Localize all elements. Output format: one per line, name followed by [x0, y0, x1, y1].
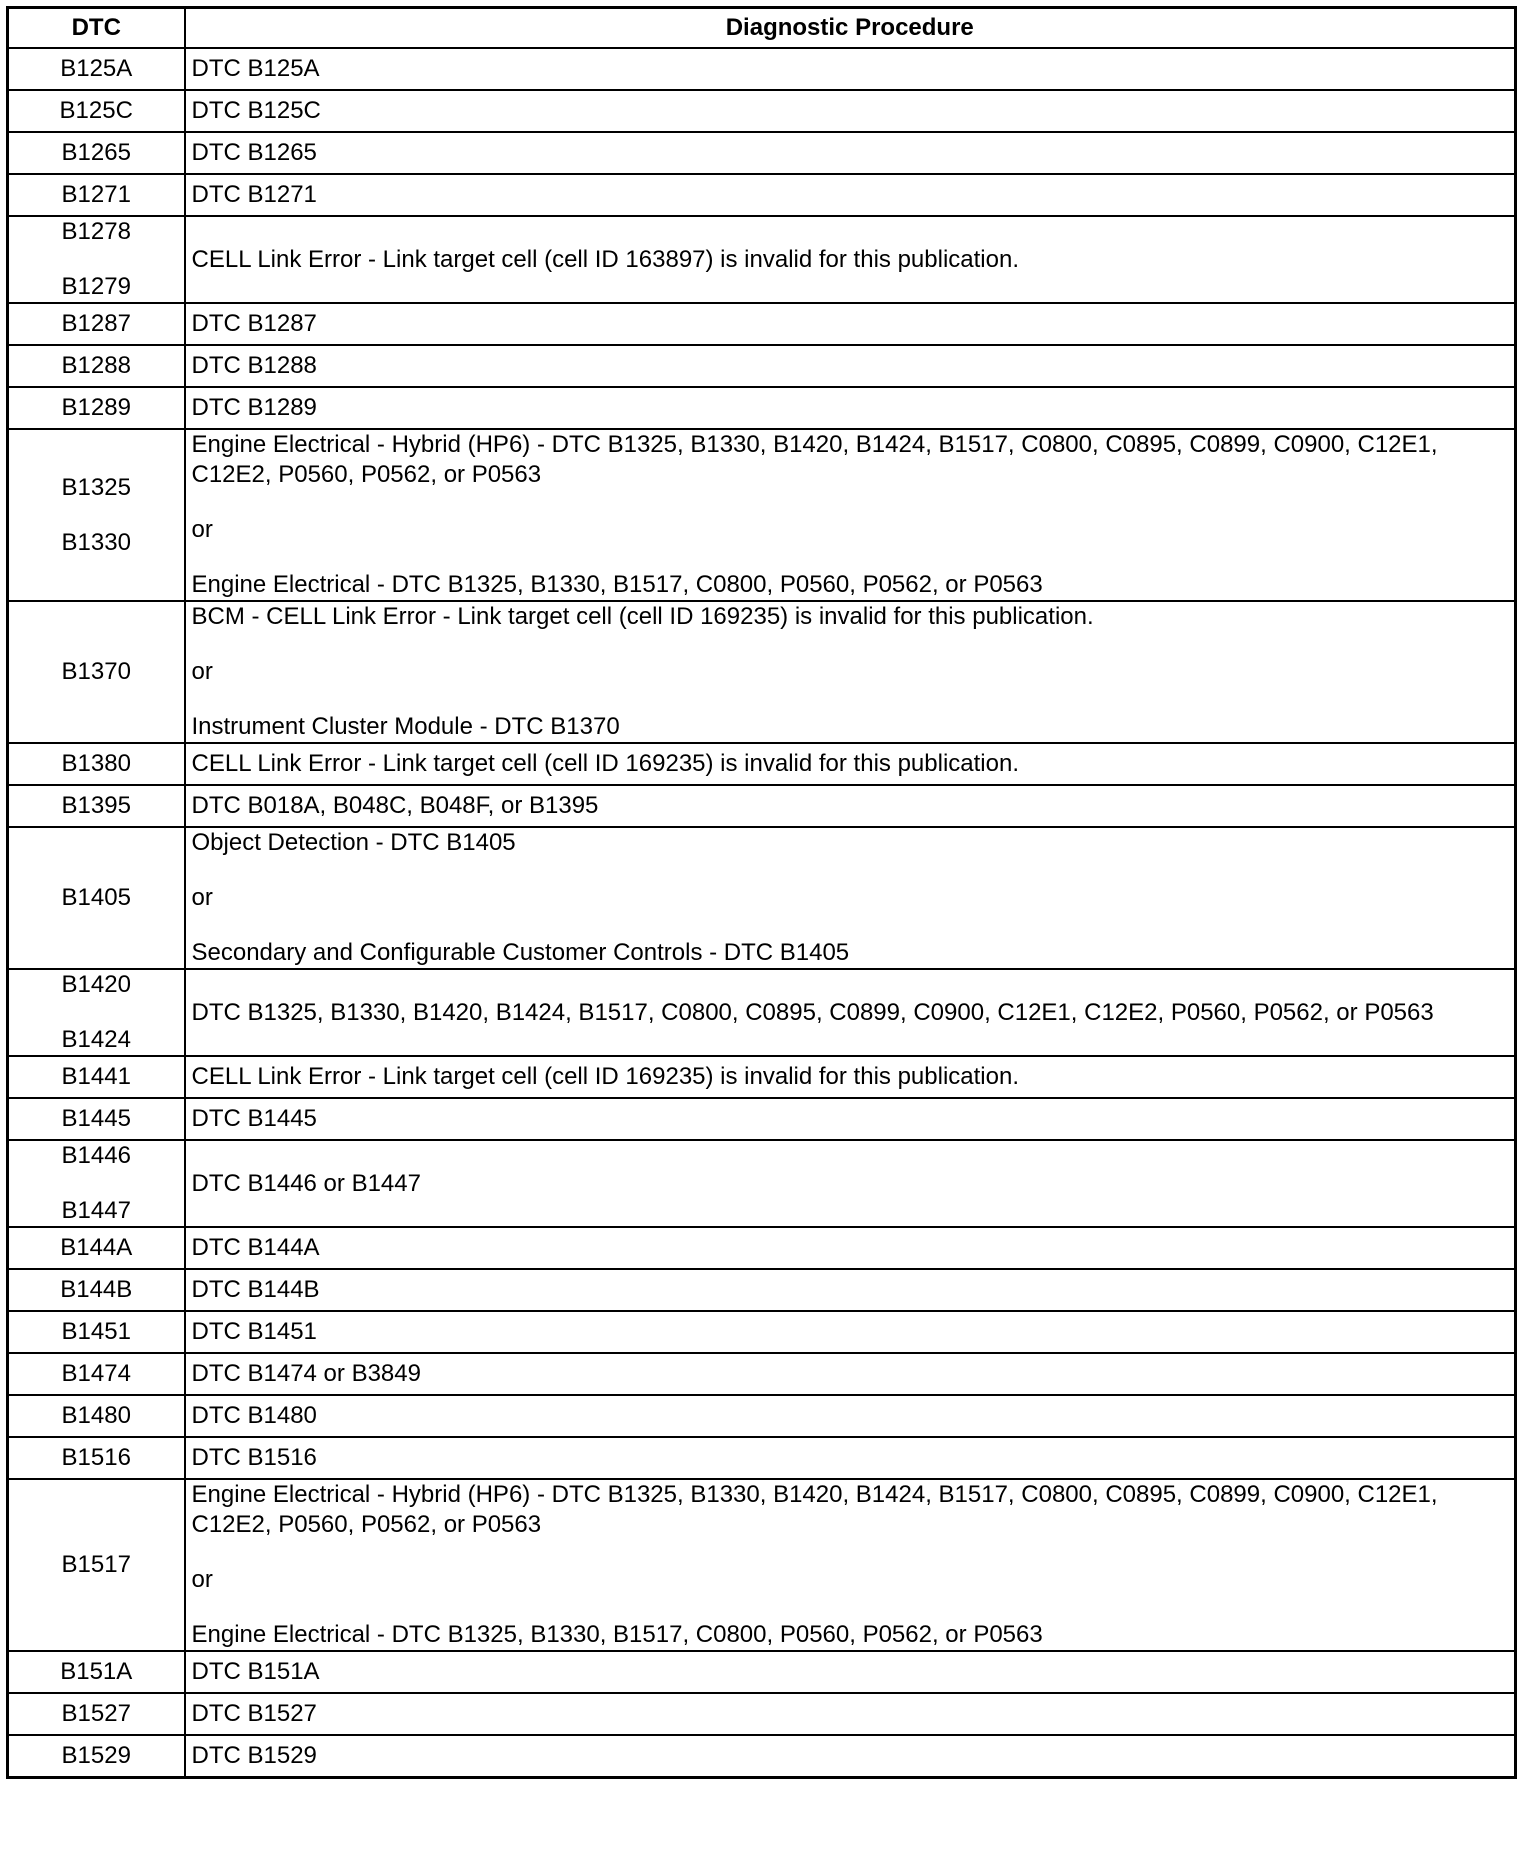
- dtc-code: B1447: [61, 1197, 131, 1224]
- dtc-code: B1279: [61, 273, 131, 300]
- dtc-code: B1288: [61, 352, 131, 379]
- dtc-cell: [8, 1056, 185, 1098]
- dtc-cell: [8, 1140, 185, 1227]
- table-header-row: [8, 8, 1516, 49]
- dtc-cell: [8, 1693, 185, 1735]
- procedure-cell: [185, 1227, 1516, 1269]
- procedure-text: DTC B144B: [191, 1276, 320, 1303]
- dtc-table: [6, 6, 1517, 1779]
- dtc-cell: [8, 785, 185, 827]
- procedure-cell: [185, 303, 1516, 345]
- procedure-cell: [185, 429, 1516, 601]
- table-row: [8, 1437, 1516, 1479]
- procedure-text: DTC B144A: [191, 1234, 320, 1261]
- procedure-cell: [185, 785, 1516, 827]
- dtc-code: B144B: [60, 1276, 133, 1303]
- table-row: [8, 1140, 1516, 1227]
- table-row: [8, 429, 1516, 601]
- table-row: [8, 132, 1516, 174]
- dtc-cell: [8, 1311, 185, 1353]
- procedure-text: DTC B151A: [191, 1658, 320, 1685]
- dtc-cell: [8, 132, 185, 174]
- procedure-text: DTC B125C: [191, 97, 321, 124]
- dtc-code: B125C: [59, 97, 133, 124]
- table-row: [8, 969, 1516, 1056]
- procedure-cell: [185, 969, 1516, 1056]
- table-row: [8, 90, 1516, 132]
- procedure-text: Engine Electrical - DTC B1325, B1330, B1517, C0800, P0560, P0562, or P0563: [191, 571, 1043, 598]
- dtc-code: B1325: [61, 473, 131, 501]
- dtc-code: B1370: [61, 658, 131, 685]
- dtc-code: B1395: [61, 792, 131, 819]
- table-row: [8, 1227, 1516, 1269]
- dtc-code: B1289: [61, 394, 131, 421]
- procedure-text: DTC B1451: [191, 1318, 317, 1345]
- procedure-cell: [185, 1735, 1516, 1778]
- table-row: [8, 601, 1516, 743]
- table-row: [8, 1098, 1516, 1140]
- dtc-cell: [8, 90, 185, 132]
- procedure-cell: [185, 1395, 1516, 1437]
- procedure-cell: [185, 1353, 1516, 1395]
- procedure-text: DTC B1287: [191, 310, 317, 337]
- column-header-dtc: DTC: [8, 8, 185, 49]
- procedure-text: DTC B1516: [191, 1444, 317, 1471]
- dtc-cell: [8, 1651, 185, 1693]
- column-header-procedure: Diagnostic Procedure: [185, 8, 1516, 49]
- procedure-text: DTC B1289: [191, 394, 317, 421]
- procedure-cell: [185, 1693, 1516, 1735]
- procedure-text: DTC B1445: [191, 1105, 317, 1132]
- dtc-cell: [8, 1227, 185, 1269]
- table-row: [8, 1353, 1516, 1395]
- dtc-code: B1446: [61, 1142, 131, 1169]
- dtc-code: B1420: [61, 971, 131, 998]
- procedure-text: DTC B1527: [191, 1700, 317, 1727]
- procedure-text: or: [191, 884, 213, 911]
- table-row: [8, 1693, 1516, 1735]
- procedure-text: DTC B018A, B048C, B048F, or B1395: [191, 792, 599, 819]
- dtc-cell: [8, 827, 185, 969]
- procedure-cell: [185, 1140, 1516, 1227]
- table-row: [8, 303, 1516, 345]
- procedure-cell: [185, 174, 1516, 216]
- procedure-text: BCM - CELL Link Error - Link target cell (cell ID 169235) is invalid for this publication.: [191, 603, 1094, 630]
- procedure-cell: [185, 827, 1516, 969]
- procedure-text: or: [191, 1566, 213, 1593]
- table-row: [8, 48, 1516, 90]
- dtc-code: B1527: [61, 1700, 131, 1727]
- procedure-text: Engine Electrical - Hybrid (HP6) - DTC B1325, B1330, B1420, B1424, B1517, C0800, C0895, C0899, C0900, C12E1, C12E2, P0560, P0562, or P0563: [191, 431, 1438, 488]
- table-body: [8, 48, 1516, 1778]
- table-row: [8, 827, 1516, 969]
- dtc-code: B1271: [61, 181, 131, 208]
- dtc-code: B1287: [61, 310, 131, 337]
- procedure-cell: [185, 1479, 1516, 1651]
- table-row: [8, 387, 1516, 429]
- dtc-cell: [8, 345, 185, 387]
- procedure-text: DTC B1325, B1330, B1420, B1424, B1517, C0800, C0895, C0899, C0900, C12E1, C12E2, P0560, P0562, or P0563: [191, 998, 1434, 1026]
- table-row: [8, 1311, 1516, 1353]
- dtc-cell: [8, 429, 185, 601]
- dtc-cell: [8, 1437, 185, 1479]
- procedure-text: DTC B1288: [191, 352, 317, 379]
- dtc-cell: [8, 1098, 185, 1140]
- procedure-text: DTC B1480: [191, 1402, 317, 1429]
- dtc-code: B151A: [60, 1658, 133, 1685]
- dtc-cell: [8, 174, 185, 216]
- dtc-code: B1517: [61, 1551, 131, 1578]
- procedure-text: DTC B1529: [191, 1742, 317, 1769]
- dtc-code: B1380: [61, 750, 131, 777]
- dtc-code: B1516: [61, 1444, 131, 1471]
- procedure-cell: [185, 1098, 1516, 1140]
- dtc-cell: [8, 387, 185, 429]
- dtc-code: B1474: [61, 1360, 131, 1387]
- procedure-text: Secondary and Configurable Customer Controls - DTC B1405: [191, 939, 850, 966]
- dtc-code: B1278: [61, 218, 131, 245]
- dtc-code: B1529: [61, 1742, 131, 1769]
- dtc-code: B1480: [61, 1402, 131, 1429]
- dtc-cell: [8, 1479, 185, 1651]
- dtc-code: B1330: [61, 528, 131, 556]
- table-row: [8, 1395, 1516, 1437]
- dtc-cell: [8, 1735, 185, 1778]
- dtc-cell: [8, 1395, 185, 1437]
- procedure-cell: [185, 345, 1516, 387]
- table-row: [8, 1651, 1516, 1693]
- dtc-code: B1424: [61, 1026, 131, 1053]
- dtc-code: B144A: [60, 1234, 133, 1261]
- procedure-text: or: [191, 516, 213, 543]
- procedure-text: CELL Link Error - Link target cell (cell ID 169235) is invalid for this publication.: [191, 750, 1019, 777]
- procedure-text: Instrument Cluster Module - DTC B1370: [191, 713, 620, 740]
- procedure-cell: [185, 601, 1516, 743]
- dtc-cell: [8, 1353, 185, 1395]
- dtc-cell: [8, 969, 185, 1056]
- table-row: [8, 1735, 1516, 1778]
- dtc-code: B1265: [61, 139, 131, 166]
- procedure-text: CELL Link Error - Link target cell (cell ID 163897) is invalid for this publication.: [191, 245, 1019, 273]
- dtc-cell: [8, 48, 185, 90]
- dtc-code: B1451: [61, 1318, 131, 1345]
- dtc-cell: [8, 303, 185, 345]
- dtc-cell: [8, 1269, 185, 1311]
- dtc-cell: [8, 216, 185, 303]
- procedure-cell: [185, 132, 1516, 174]
- table-row: [8, 743, 1516, 785]
- procedure-text: CELL Link Error - Link target cell (cell ID 169235) is invalid for this publication.: [191, 1063, 1019, 1090]
- procedure-cell: [185, 387, 1516, 429]
- procedure-cell: [185, 1056, 1516, 1098]
- dtc-cell: [8, 601, 185, 743]
- table-row: [8, 1056, 1516, 1098]
- procedure-cell: [185, 90, 1516, 132]
- dtc-code: B125A: [60, 55, 133, 82]
- table-row: [8, 345, 1516, 387]
- procedure-text: Engine Electrical - Hybrid (HP6) - DTC B1325, B1330, B1420, B1424, B1517, C0800, C0895, C0899, C0900, C12E1, C12E2, P0560, P0562, or P0563: [191, 1481, 1438, 1538]
- procedure-text: Object Detection - DTC B1405: [191, 829, 516, 856]
- procedure-cell: [185, 48, 1516, 90]
- procedure-text: DTC B1446 or B1447: [191, 1169, 421, 1197]
- procedure-text: or: [191, 658, 213, 685]
- procedure-text: DTC B125A: [191, 55, 320, 82]
- procedure-text: DTC B1474 or B3849: [191, 1360, 421, 1387]
- dtc-code: B1445: [61, 1105, 131, 1132]
- table-row: [8, 174, 1516, 216]
- procedure-text: Engine Electrical - DTC B1325, B1330, B1517, C0800, P0560, P0562, or P0563: [191, 1621, 1043, 1648]
- procedure-text: DTC B1271: [191, 181, 317, 208]
- procedure-cell: [185, 1651, 1516, 1693]
- table-row: [8, 216, 1516, 303]
- table-row: [8, 785, 1516, 827]
- procedure-cell: [185, 743, 1516, 785]
- table-row: [8, 1479, 1516, 1651]
- procedure-cell: [185, 216, 1516, 303]
- dtc-code: B1441: [61, 1063, 131, 1090]
- procedure-cell: [185, 1311, 1516, 1353]
- procedure-text: DTC B1265: [191, 139, 317, 166]
- dtc-table-container: [6, 6, 1517, 1779]
- dtc-cell: [8, 743, 185, 785]
- dtc-code: B1405: [61, 884, 131, 911]
- procedure-cell: [185, 1269, 1516, 1311]
- table-row: [8, 1269, 1516, 1311]
- procedure-cell: [185, 1437, 1516, 1479]
